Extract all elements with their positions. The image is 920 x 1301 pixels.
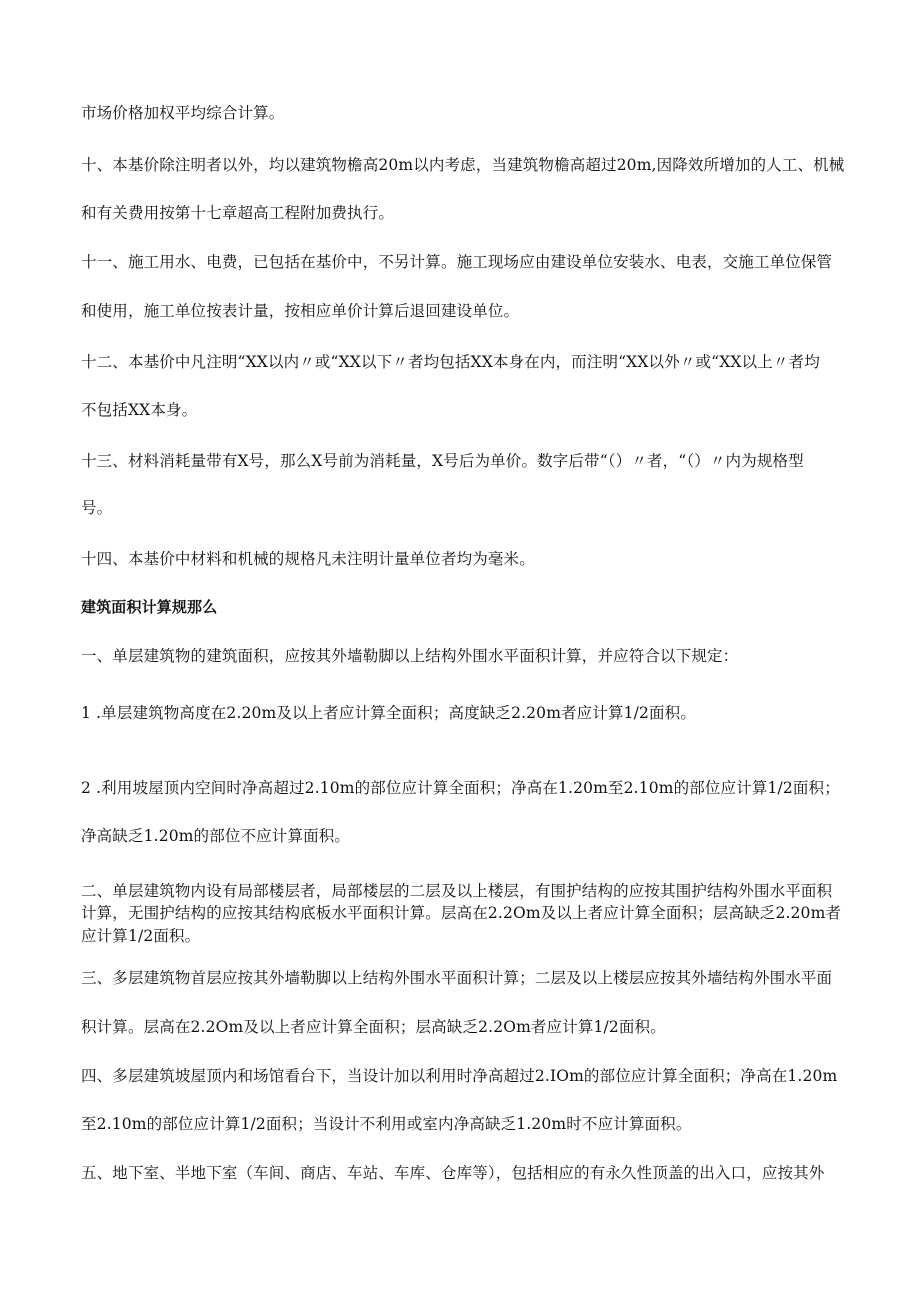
paragraph-line: 和有关费用按第十七章超高工程附加费执行。 [81,204,395,222]
paragraph-line: 十二、本基价中凡注明“XX以内〃或“XX以下〃者均包括XX本身在内，而注明“XX以外〃或“XX以上〃者均 [81,353,820,371]
rule-line: 四、多层建筑坡屋顶内和场馆看台下，当设计加以利用时净高超过2.IOm的部位应计算全面积；净高在1.20m [81,1067,838,1085]
rule-line: 至2.10m的部位应计算1/2面积；当设计不利用或室内净高缺乏1.20m时不应计算面积。 [81,1115,692,1133]
paragraph-line: 和使用，施工单位按表计量，按相应单价计算后退回建设单位。 [81,302,520,320]
section-title: 建筑面积计算规那么 [81,598,218,616]
paragraph-line: 十三、材料消耗量带有X号，那么X号前为消耗量，X号后为单价。数字后带“（）〃者，“（）〃内为规格型 [81,452,804,470]
rule-line: 应计算1/2面积。 [81,927,201,945]
paragraph-line: 十四、本基价中材料和机械的规格凡未注明计量单位者均为毫米。 [81,550,535,568]
rule-line: 一、单层建筑物的建筑面积，应按其外墙勒脚以上结构外围水平面积计算，并应符合以下规定： [81,647,739,665]
rule-line: 积计算。层高在2.2Om及以上者应计算全面积；层高缺乏2.2Om者应计算1/2面积。 [81,1018,666,1036]
paragraph-line: 不包括XX本身。 [81,401,198,419]
rule-line: 五、地下室、半地下室（车间、商店、车站、车库、仓库等），包括相应的有永久性顶盖的出入口，应按其外 [81,1164,825,1182]
paragraph-line: 市场价格加权平均综合计算。 [81,104,285,122]
rule-line: 计算，无围护结构的应按其结构底板水平面积计算。层高在2.2Om及以上者应计算全面积；层高缺乏2.20m者 [81,904,842,922]
rule-line: 1 .单层建筑物高度在2.20m及以上者应计算全面积；高度缺乏2.20m者应计算1/2面积。 [81,704,696,722]
rule-line: 二、单层建筑物内设有局部楼层者，局部楼层的二层及以上楼层，有围护结构的应按其围护结构外围水平面积 [81,882,833,900]
paragraph-line: 十一、施工用水、电费，已包括在基价中，不另计算。施工现场应由建设单位安装水、电表，交施工单位保管 [81,253,833,271]
paragraph-line: 号。 [81,499,113,517]
rule-line: 净高缺乏1.20m的部位不应计算面积。 [81,827,351,845]
paragraph-line: 十、本基价除注明者以外，均以建筑物檐高20m以内考虑，当建筑物檐高超过20m,因降效所增加的人工、机械 [81,156,845,174]
rule-line: 三、多层建筑物首层应按其外墙勒脚以上结构外围水平面积计算；二层及以上楼层应按其外墙结构外围水平面 [81,969,833,987]
rule-line: 2 .利用坡屋顶内空间时净高超过2.10m的部位应计算全面积；净高在1.20m至2.10m的部位应计算1/2面积； [81,779,840,797]
